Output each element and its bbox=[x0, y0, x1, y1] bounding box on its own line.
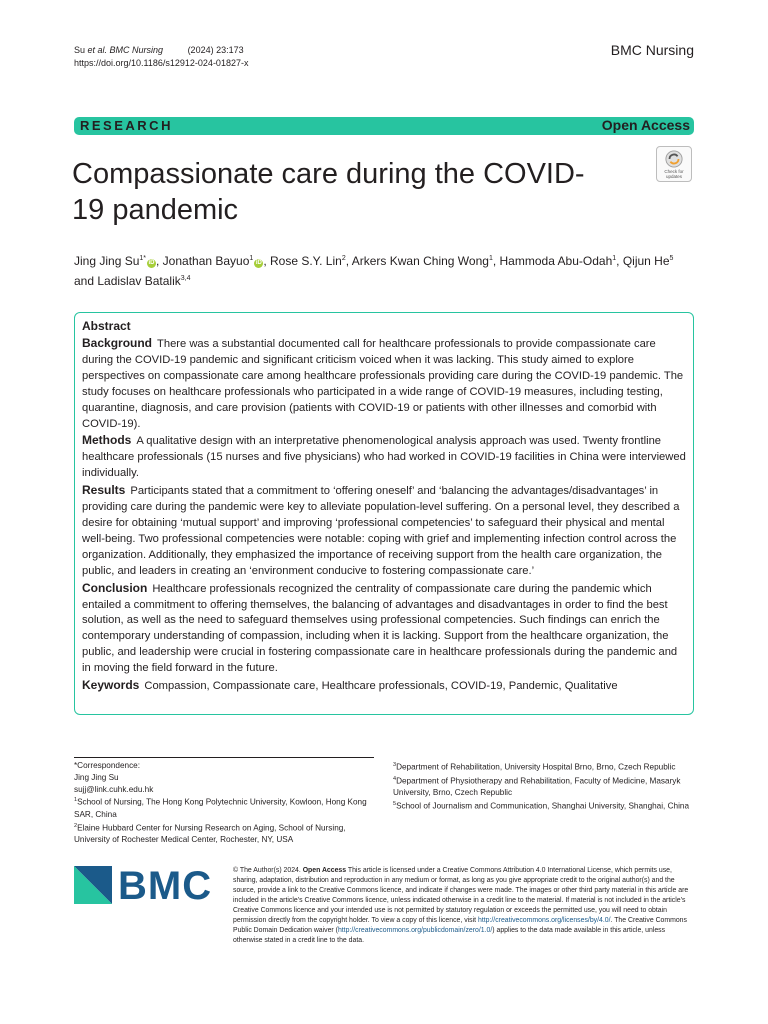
author-name[interactable]: Jonathan Bayuo bbox=[162, 254, 250, 268]
check-updates-icon bbox=[665, 150, 683, 168]
bmc-logo bbox=[74, 862, 219, 912]
author-name[interactable]: Rose S.Y. Lin bbox=[270, 254, 342, 268]
open-access-label: Open Access bbox=[601, 117, 690, 133]
author-name[interactable]: Arkers Kwan Ching Wong bbox=[351, 254, 489, 268]
abstract-section-background bbox=[82, 336, 686, 432]
correspondence-email[interactable]: sujj@link.cuhk.edu.hk bbox=[74, 784, 154, 794]
abstract-box bbox=[74, 312, 694, 715]
citation-prefix: Su bbox=[74, 45, 88, 55]
affiliation-text: Elaine Hubbard Center for Nursing Research on Aging, School of Nursing, University of Rochester Medical Center, Rochester, NY, USA bbox=[74, 823, 346, 845]
license-text-3: ) applies to the data made available in this article, unless otherwise stated in a credit line to the data. bbox=[233, 927, 666, 944]
abstract-section-text: There was a substantial documented call for healthcare professionals to provide compassionate care during the COVID-19 pandemic and significant criticism voiced when it was lacking. This study aimed to explore perspectives on compassionate care among healthcare professionals providing care during the COVID-19 pandemic. The study focuses on healthcare professionals who participated in a wide range of COVID-19 measures, including testing, quarantine, diagnosis, and care provision (patients with COVID-19 or patients with other illnesses and comorbid with COVID-19). bbox=[82, 338, 684, 430]
footnote-divider bbox=[74, 757, 374, 758]
affiliation-number: 4 bbox=[393, 775, 397, 782]
affiliation-text: School of Nursing, The Hong Kong Polytechnic University, Kowloon, Hong Kong SAR, China bbox=[74, 798, 367, 819]
affiliation-note bbox=[393, 774, 693, 799]
abstract-section-label: Conclusion bbox=[82, 580, 148, 595]
affiliation-note bbox=[74, 795, 374, 820]
journal-name: BMC Nursing bbox=[610, 42, 694, 58]
footnotes-left bbox=[74, 760, 374, 846]
abstract-section-text: Compassion, Compassionate care, Healthcare professionals, COVID-19, Pandemic, Qualitative bbox=[144, 680, 618, 693]
author-name[interactable]: Jing Jing Su bbox=[74, 254, 140, 268]
correspondence-label: *Correspondence: bbox=[74, 761, 140, 770]
bmc-logo-mark-icon bbox=[74, 866, 112, 904]
correspondence-name: Jing Jing Su bbox=[74, 772, 119, 782]
footnotes-right bbox=[393, 760, 693, 812]
license-text-2: . The Creative Commons Public Domain Dedication waiver ( bbox=[233, 917, 687, 934]
article-title: Compassionate care during the COVID-19 pandemic bbox=[72, 158, 585, 226]
abstract-section-text: A qualitative design with an interpretative phenomenological analysis approach was used. Twenty frontline healthcare professionals (15 nurses and five physicians) who had worked in COVID-19 facilities in China were interviewed individually. bbox=[82, 435, 686, 480]
license-cc0-link[interactable]: http://creativecommons.org/publicdomain/zero/1.0/ bbox=[337, 927, 493, 934]
abstract-section-keywords bbox=[82, 678, 686, 695]
author-separator: , bbox=[345, 254, 352, 268]
affiliation-text: Department of Physiotherapy and Rehabilitation, Faculty of Medicine, Masaryk University, Brno, Czech Republic bbox=[393, 776, 681, 798]
citation-line bbox=[74, 44, 248, 57]
license-cc-by-link[interactable]: http://creativecommons.org/licenses/by/4.0/ bbox=[477, 917, 611, 924]
abstract-sections bbox=[82, 336, 686, 695]
abstract-section-label: Methods bbox=[82, 433, 132, 448]
abstract-section-text: Participants stated that a commitment to ‘offering oneself’ and ‘balancing the advantages/disadvantages’ in providing care during the pandemic were key to alleviate population-level suffering. On a personal level, they described a desire for obtaining ‘mutual support’ and improving ‘professional competencies’ to safeguard their physical and mental well-being. Two professional competencies were notable: coping with grief and implementing infection control across the organization. Additionally, they emphasized the importance of receiving support from the health care organization, the public, and leaders in creating an ‘environment conducive to fostering compassionate care.’ bbox=[82, 485, 680, 577]
abstract-section-methods bbox=[82, 433, 686, 482]
abstract-section-label: Results bbox=[82, 483, 126, 498]
affiliation-number: 2 bbox=[74, 822, 78, 829]
affiliation-number: 1 bbox=[74, 797, 78, 804]
author-affiliation-sup: 1 bbox=[612, 255, 617, 262]
affiliation-note bbox=[393, 799, 693, 813]
orcid-icon[interactable]: iD bbox=[255, 260, 262, 266]
research-banner bbox=[74, 117, 694, 135]
author-name[interactable]: Hammoda Abu-Odah bbox=[499, 254, 613, 268]
license-statement bbox=[233, 866, 694, 946]
check-updates-line2: updates bbox=[665, 174, 682, 179]
doi-link[interactable]: https://doi.org/10.1186/s12912-024-01827-x bbox=[74, 58, 249, 68]
author-affiliation-sup: 2 bbox=[341, 255, 346, 262]
author-affiliation-sup: 5 bbox=[669, 255, 674, 262]
license-text-1: This article is licensed under a Creative Commons Attribution 4.0 International License, which permits use, sharing, adaptation, distribution and reproduction in any medium or format, as long as you give appropriate credit to the original author(s) and the source, provide a link to the Creative Commons licence, and indicate if changes were made. The images or other third party material in this article are included in the article’s Creative Commons licence, unless indicated otherwise in a credit line to the material. If material is not included in the article’s Creative Commons licence and your intended use is not permitted by statutory regulation or exceeds the permitted use, you will need to obtain permission directly from the copyright holder. To view a copy of this licence, visit bbox=[233, 867, 689, 924]
abstract-section-conclusion bbox=[82, 581, 686, 677]
affiliation-number: 3 bbox=[393, 762, 397, 768]
license-copyright: © The Author(s) 2024. bbox=[233, 867, 303, 874]
bmc-logo-text: BMC bbox=[118, 864, 213, 908]
abstract-section-label: Background bbox=[82, 336, 153, 350]
license-open-access: Open Access bbox=[302, 867, 347, 874]
author-separator: and bbox=[74, 274, 98, 288]
running-header bbox=[74, 44, 248, 70]
author-separator: , bbox=[492, 254, 500, 268]
author-separator: , bbox=[156, 254, 163, 268]
affiliation-note bbox=[393, 760, 693, 774]
section-label: RESEARCH bbox=[80, 118, 173, 133]
author-affiliation-sup: 1* bbox=[139, 255, 146, 262]
citation-journal-italic: et al. BMC Nursing bbox=[87, 45, 164, 55]
author-separator: , bbox=[263, 254, 270, 268]
affiliation-note bbox=[74, 821, 374, 846]
affiliation-text: School of Journalism and Communication, Shanghai University, Shanghai, China bbox=[396, 801, 690, 811]
author-affiliation-sup: 3,4 bbox=[180, 275, 191, 282]
author-name[interactable]: Ladislav Batalik bbox=[97, 274, 181, 288]
author-affiliation-sup: 1 bbox=[488, 255, 493, 262]
affiliation-number: 5 bbox=[393, 800, 397, 807]
affiliation-text: Department of Rehabilitation, University Hospital Brno, Brno, Czech Republic bbox=[396, 762, 676, 772]
abstract-heading: Abstract bbox=[82, 319, 131, 333]
abstract-section-text: Healthcare professionals recognized the centrality of compassionate care during the pandemic which entailed a commitment to offering themselves, the balancing of advantages and disadvantages in order to find the best solution, as well as the need to safeguard themselves using professional competencies. Such findings can enrich the contemporary understanding of compassion, including when it is lacking. Support from the healthcare organization, the public, and leadership were crucial in fostering compassionate care in healthcare professionals during the pandemic and in moving the field forward in the future. bbox=[82, 582, 678, 675]
citation-year-volume: (2024) 23:173 bbox=[187, 45, 244, 55]
check-for-updates-button[interactable] bbox=[656, 146, 692, 182]
abstract-section-label: Keywords bbox=[82, 678, 140, 693]
author-affiliation-sup: 1 bbox=[249, 255, 254, 262]
orcid-icon[interactable]: iD bbox=[148, 260, 155, 266]
check-updates-line1: Check for bbox=[664, 169, 684, 174]
author-name[interactable]: Qijun He bbox=[622, 254, 670, 268]
author-separator: , bbox=[616, 254, 623, 268]
author-list bbox=[74, 250, 694, 290]
abstract-section-results bbox=[82, 483, 686, 579]
